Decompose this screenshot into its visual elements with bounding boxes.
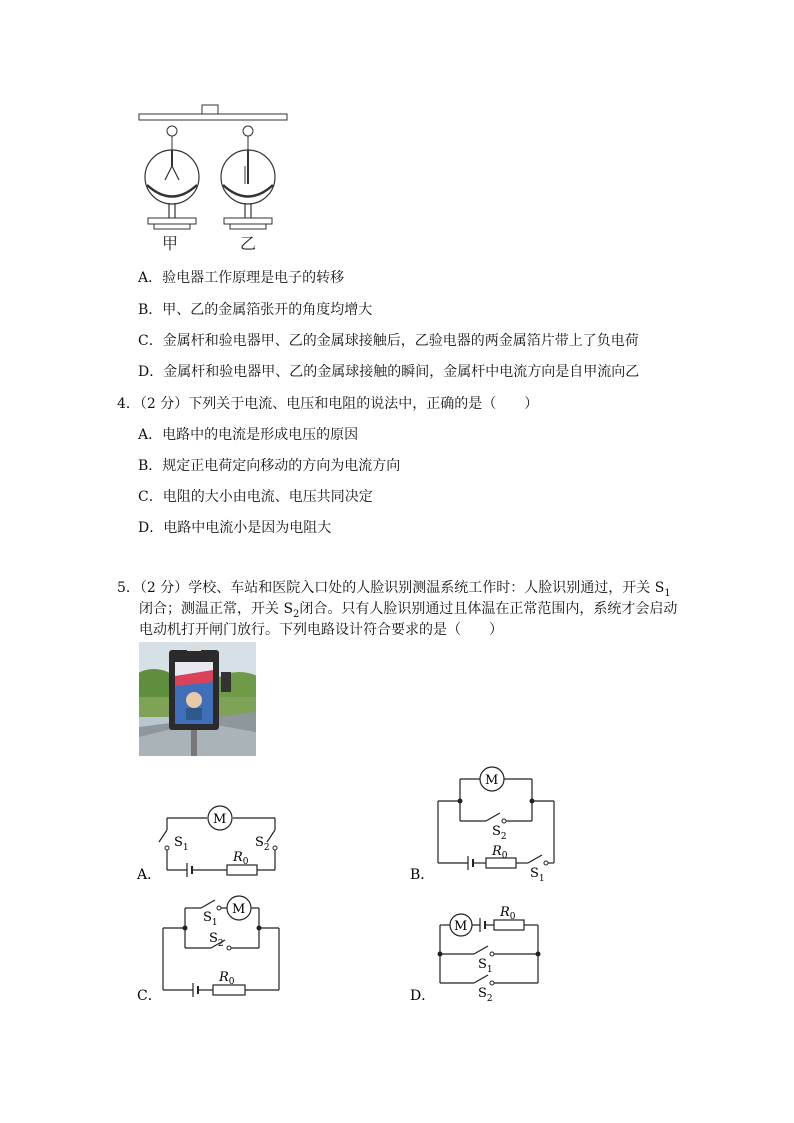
electroscope-yi [221,126,275,229]
q5-stem-line1-text: 5．（2 分）学校、车站和医院入口处的人脸识别测温系统工作时：人脸识别通过，开关 S [117,580,665,596]
q5-stem-line2-text-b: 闭合。只有人脸识别通过且体温在正常范围内，系统才会启动 [299,601,678,617]
circuit-d-s1 [478,957,493,975]
circuit-d-motor [450,914,472,936]
face-recognition-photo [139,642,256,756]
circuit-d-s2 [478,986,493,1004]
circuit-c-s2-sub: 2 [217,939,224,949]
circuit-c-motor-label: M [232,902,246,917]
circuit-b-motor-label: M [485,773,499,788]
circuit-c-r-sub: 0 [228,977,235,987]
q4-stem: 4．（2 分）下列关于电流、电压和电阻的说法中，正确的是（ ） [117,396,539,412]
circuit-d-r-sub: 0 [509,912,516,922]
circuit-a-s1 [174,835,189,853]
circuit-d-label: D． [410,988,436,1004]
circuit-b-motor [480,767,504,791]
q5-stem-line2-sub: 2 [293,608,300,620]
electroscope-figure [135,100,295,255]
circuit-d [408,900,568,1005]
label-yi: 乙 [240,234,257,253]
circuit-c-s2-letter: S [209,931,218,946]
circuit-c-s1 [203,910,218,928]
circuit-d-motor-label: M [454,919,468,934]
circuit-b-label: B． [410,867,435,883]
q5-stem-line1-sub: 1 [664,587,671,599]
q3-option-d: D．金属杆和验电器甲、乙的金属球接触的瞬间，金属杆中电流方向是自甲流向乙 [138,364,640,380]
circuit-d-s1-letter: S [478,957,487,972]
circuit-d-s2-letter: S [478,986,487,1001]
circuit-c [135,890,295,1005]
q3-option-c: C．金属杆和验电器甲、乙的金属球接触后，乙验电器的两金属箔片带上了负电荷 [138,333,639,349]
circuit-b-s2-sub: 2 [500,832,507,842]
circuit-b-s1-letter: S [530,866,539,881]
circuit-a-s1-sub: 1 [182,843,189,853]
q3-option-a: A．验电器工作原理是电子的转移 [138,270,345,286]
circuit-d-r-letter: R [500,905,510,920]
circuit-a [135,800,305,885]
circuit-c-r0 [218,970,235,987]
circuit-c-motor [227,896,251,920]
circuit-b-s1-sub: 1 [538,874,545,884]
circuit-d-s1-sub: 1 [486,965,493,975]
photo-drawing [139,642,256,756]
q4-option-a: A．电路中的电流是形成电压的原因 [138,427,359,443]
circuit-a-s2 [255,835,270,853]
circuit-b-s2-letter: S [492,824,501,839]
q4-option-d: D．电路中电流小是因为电阻大 [138,520,332,536]
electroscope-jia [145,126,199,229]
circuit-c-s2 [209,931,224,949]
circuit-d-s2-sub: 2 [486,994,493,1004]
circuit-c-s1-sub: 1 [211,918,218,928]
circuit-b [408,765,568,885]
circuit-b-r-sub: 0 [501,851,508,861]
circuit-b-r0 [491,844,508,861]
q3-option-b: B．甲、乙的金属箔张开的角度均增大 [138,302,373,318]
circuit-a-s2-letter: S [255,835,264,850]
q4-option-b: B．规定正电荷定向移动的方向为电流方向 [138,458,401,474]
q5-stem-line3: 电动机打开闸门放行。下列电路设计符合要求的是（ ） [139,622,503,638]
circuit-a-r0 [232,850,249,867]
circuit-a-label: A． [137,867,162,883]
metal-rod [139,114,287,120]
circuit-a-s1-letter: S [174,835,183,850]
rod-handle [202,105,218,114]
circuit-a-r-letter: R [233,850,243,865]
q5-stem-line2-text-a: 闭合；测温正常，开关 S [139,601,294,617]
circuit-a-motor-label: M [213,812,227,827]
circuit-d-r0 [499,905,516,922]
label-jia: 甲 [162,234,179,253]
circuit-b-s1 [530,866,545,884]
circuit-c-label: C． [137,988,162,1004]
circuit-a-motor [208,806,232,830]
circuit-c-r-letter: R [219,970,229,985]
circuit-b-r-letter: R [492,844,502,859]
circuit-a-r-sub: 0 [242,857,249,867]
q4-option-c: C．电阻的大小由电流、电压共同决定 [138,489,373,505]
circuit-a-s2-sub: 2 [263,843,270,853]
circuit-b-s2 [492,824,507,842]
circuit-c-s1-letter: S [203,910,212,925]
